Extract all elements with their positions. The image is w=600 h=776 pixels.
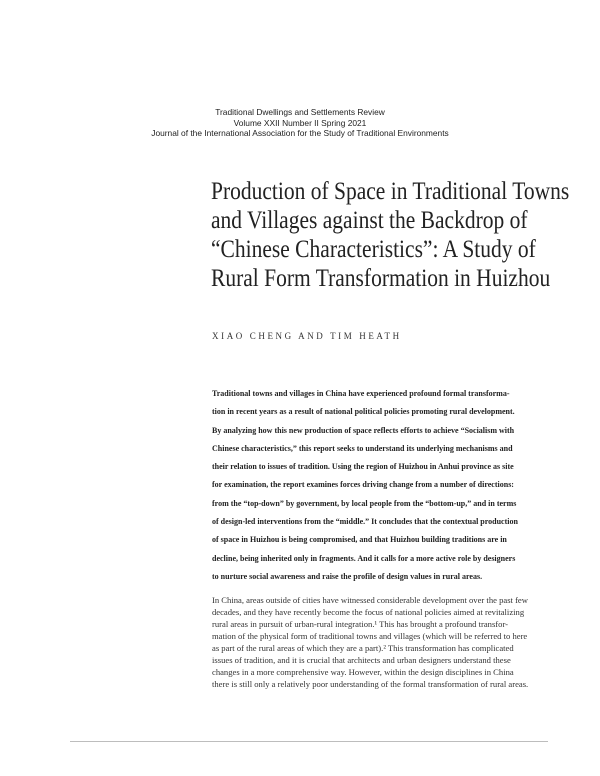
journal-issue: Volume XXII Number II Spring 2021 [233, 117, 367, 128]
body-line: decades, and they have recently become the focus of national policies aimed at revitalizing [212, 607, 525, 617]
footer-divider [70, 741, 548, 742]
abstract-line: of design-led interventions from the “middle.” It concludes that the contextual production [212, 517, 518, 527]
body-line: rural areas in pursuit of urban-rural integration.¹ This has brought a profound transfor- [212, 619, 509, 629]
body-line: as part of the rural areas of which they are a part).² This transformation has complicated [212, 643, 514, 653]
body-line: issues of tradition, and it is crucial that architects and urban designers understand these [212, 655, 511, 665]
abstract-line: tion in recent years as a result of national political policies promoting rural development. [212, 407, 515, 417]
article-abstract [212, 385, 557, 586]
abstract-line: to nurture social awareness and raise the profile of design values in rural areas. [212, 571, 483, 581]
title-line: and Villages against the Backdrop of [211, 207, 528, 234]
abstract-line: for examination, the report examines forces driving change from a number of directions: [212, 480, 514, 490]
body-line: mation of the physical form of traditional towns and villages (which will be referred to here [212, 631, 528, 641]
article-authors: XIAO CHENG AND TIM HEATH [212, 331, 402, 341]
article-body [212, 594, 557, 690]
journal-name: Traditional Dwellings and Settlements Review [215, 107, 385, 117]
abstract-line: of space in Huizhou is being compromised, and that Huizhou building traditions are in [212, 535, 507, 545]
abstract-line: their relation to issues of tradition. Using the region of Huizhou in Anhui province as site [212, 462, 514, 472]
abstract-line: Traditional towns and villages in China have experienced profound formal transforma- [212, 389, 510, 398]
abstract-line: decline, being inherited only in fragments. And it calls for a more active role by designers [212, 553, 516, 563]
abstract-line: Chinese characteristics,” this report seeks to understand its underlying mechanisms and [212, 443, 513, 453]
journal-header [120, 107, 480, 139]
journal-society: Journal of the International Association for the Study of Traditional Environments [151, 128, 449, 138]
title-line: Rural Form Transformation in Huizhou [211, 265, 551, 292]
title-line: Production of Space in Traditional Towns [211, 178, 570, 205]
body-line: there is still only a relatively poor understanding of the formal transformation of rural areas. [212, 679, 529, 689]
title-line: “Chinese Characteristics”: A Study of [211, 236, 536, 263]
body-line: In China, areas outside of cities have witnessed considerable development over the past few [212, 595, 528, 605]
abstract-line: from the “top-down” by government, by local people from the “bottom-up,” and in terms [212, 498, 517, 508]
abstract-line: By analyzing how this new production of space reflects efforts to achieve “Socialism with [212, 425, 515, 435]
body-line: changes in a more comprehensive way. However, within the design disciplines in China [212, 667, 514, 677]
article-title [211, 177, 570, 293]
